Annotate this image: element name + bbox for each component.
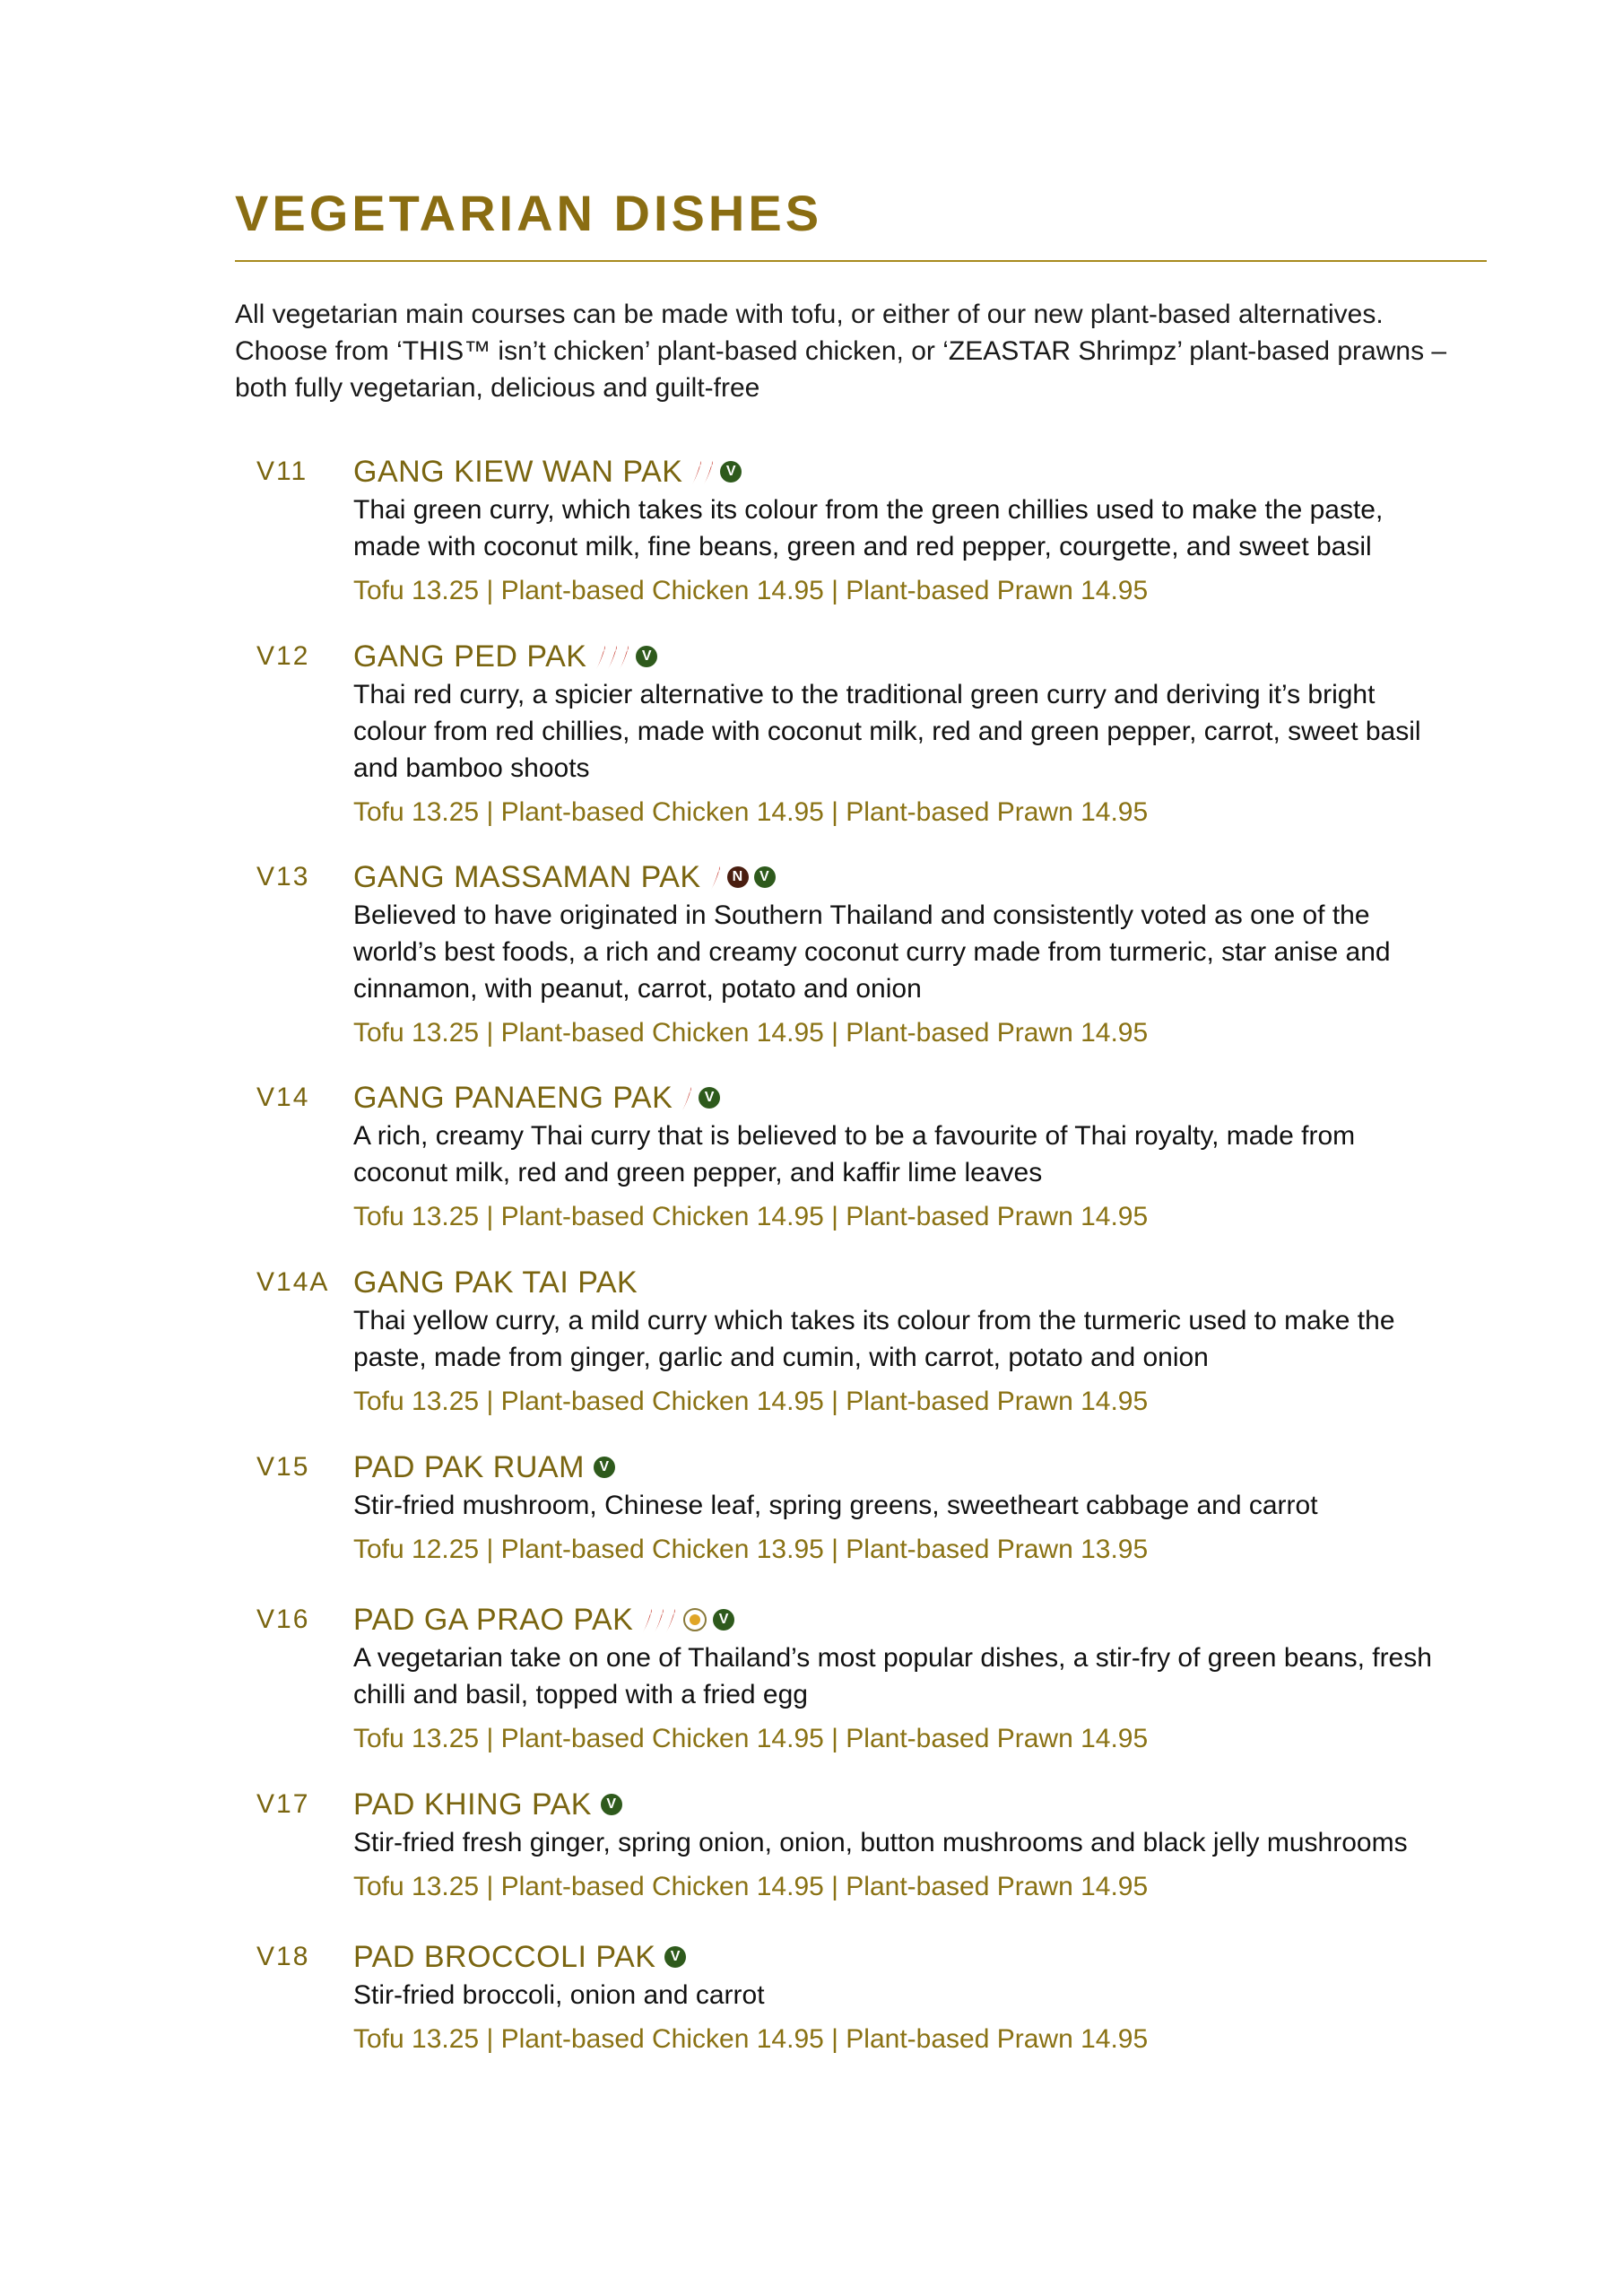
dish-code: V12 [256, 641, 310, 671]
dish-name-row [353, 1787, 1519, 1822]
dish-description-line: cinnamon, with peanut, carrot, potato and onion [353, 974, 922, 1004]
chilli-icon [642, 1608, 654, 1633]
spice-level [681, 1084, 693, 1111]
nut-icon: N [727, 866, 749, 888]
dish-code: V14 [256, 1083, 310, 1112]
spice-level [642, 1606, 677, 1633]
dish-name-row [353, 859, 1519, 895]
spice-level [691, 458, 715, 485]
dish-icons [710, 864, 776, 891]
dish-code: V15 [256, 1452, 310, 1482]
dish-description-line: coconut milk, red and green pepper, and kaffir lime leaves [353, 1158, 1043, 1187]
dish-icons [594, 1457, 615, 1478]
dish-description [353, 1824, 1519, 1861]
dish-name: PAD PAK RUAM [353, 1450, 585, 1484]
dish-price: Tofu 13.25 | Plant-based Chicken 14.95 | Plant-based Prawn 14.95 [353, 1387, 1149, 1416]
dish-price: Tofu 13.25 | Plant-based Chicken 14.95 | Plant-based Prawn 14.95 [353, 1724, 1149, 1753]
dish-price: Tofu 13.25 | Plant-based Chicken 14.95 | Plant-based Prawn 14.95 [353, 797, 1149, 827]
chilli-icon [654, 1608, 665, 1633]
dish-body [353, 639, 1519, 831]
dish-name: PAD GA PRAO PAK [353, 1603, 634, 1637]
dish-price: Tofu 13.25 | Plant-based Chicken 14.95 | Plant-based Prawn 14.95 [353, 1018, 1149, 1048]
dish-name: GANG PAK TAI PAK [353, 1265, 638, 1300]
dish-name: GANG PED PAK [353, 639, 587, 674]
dish-icons [601, 1794, 622, 1815]
dish-price: Tofu 13.25 | Plant-based Chicken 14.95 | Plant-based Prawn 14.95 [353, 576, 1149, 605]
dish-name-row [353, 454, 1519, 490]
dish-description-line: Thai yellow curry, a mild curry which takes its colour from the turmeric used to make the [353, 1306, 1395, 1335]
dish-description-line: and bamboo shoots [353, 753, 590, 783]
dish-code: V18 [256, 1942, 310, 1971]
vegetarian-icon: V [754, 866, 776, 888]
intro-line: Choose from ‘THIS™ isn’t chicken’ plant-based chicken, or ‘ZEASTAR Shrimpz’ plant-based prawns – [235, 336, 1447, 366]
dish-body [353, 1080, 1519, 1235]
dish-description [353, 1487, 1519, 1524]
dish-name-row [353, 1080, 1519, 1116]
dish-name-row [353, 1265, 1519, 1300]
dish-name-row [353, 1939, 1519, 1975]
dish-description-line: made with coconut milk, fine beans, green and red pepper, courgette, and sweet basil [353, 532, 1372, 561]
intro-line: both fully vegetarian, delicious and guilt-free [235, 373, 760, 403]
chilli-icon [681, 1086, 693, 1111]
dish-description-line: paste, made from ginger, garlic and cumin, with carrot, potato and onion [353, 1343, 1209, 1372]
dish-name-row [353, 1449, 1519, 1485]
vegetarian-icon: V [699, 1087, 720, 1109]
dish-description [353, 491, 1519, 565]
dish-description [353, 1118, 1519, 1191]
dish-icons [681, 1084, 720, 1111]
vegetarian-icon: V [720, 461, 742, 483]
dish-price: Tofu 13.25 | Plant-based Chicken 14.95 | Plant-based Prawn 14.95 [353, 1202, 1149, 1231]
dish-code: V14A [256, 1267, 330, 1297]
vegetarian-icon: V [601, 1794, 622, 1815]
dish-code: V17 [256, 1789, 310, 1819]
dish-description-line: Thai red curry, a spicier alternative to the traditional green curry and deriving it’s bright [353, 680, 1376, 709]
dish-description-line: colour from red chillies, made with coconut milk, red and green pepper, carrot, sweet basil [353, 717, 1421, 746]
page-title: VEGETARIAN DISHES [235, 185, 823, 241]
dish-price: Tofu 13.25 | Plant-based Chicken 14.95 | Plant-based Prawn 14.95 [353, 2024, 1149, 2054]
dish-description [353, 1639, 1519, 1713]
dish-description [353, 897, 1519, 1007]
chilli-icon [665, 1608, 677, 1633]
dish-price: Tofu 13.25 | Plant-based Chicken 14.95 | Plant-based Prawn 14.95 [353, 1872, 1149, 1901]
dish-body [353, 1602, 1519, 1757]
dish-icons [691, 458, 742, 485]
spice-level [710, 864, 722, 891]
dish-description-line: A vegetarian take on one of Thailand’s most popular dishes, a stir-fry of green beans, fresh [353, 1643, 1432, 1673]
dish-name: GANG KIEW WAN PAK [353, 455, 683, 489]
dish-body [353, 1787, 1519, 1905]
intro-line: All vegetarian main courses can be made with tofu, or either of our new plant-based alternatives. [235, 300, 1384, 329]
dish-body [353, 1449, 1519, 1568]
dish-name: GANG PANAENG PAK [353, 1081, 673, 1115]
chilli-icon [710, 865, 722, 891]
dish-description [353, 1302, 1519, 1376]
dish-name: GANG MASSAMAN PAK [353, 860, 701, 894]
dish-description-line: Stir-fried broccoli, onion and carrot [353, 1980, 765, 2010]
egg-icon [682, 1607, 707, 1632]
dish-name: PAD BROCCOLI PAK [353, 1940, 656, 1974]
dish-name-row [353, 1602, 1519, 1638]
dish-code: V13 [256, 862, 310, 891]
dish-body [353, 1939, 1519, 2057]
title-divider [235, 260, 1487, 262]
dish-body [353, 454, 1519, 609]
vegetarian-icon: V [713, 1609, 734, 1631]
dish-description [353, 1977, 1519, 2013]
vegetarian-icon: V [594, 1457, 615, 1478]
dish-description-line: Thai green curry, which takes its colour from the green chillies used to make the paste, [353, 495, 1384, 525]
chilli-icon [703, 460, 715, 485]
intro-paragraph [235, 296, 1508, 406]
chilli-icon [607, 645, 619, 670]
dish-code: V16 [256, 1605, 310, 1634]
vegetarian-icon: V [664, 1946, 686, 1968]
dish-body [353, 1265, 1519, 1420]
chilli-icon [619, 645, 630, 670]
dish-description-line: Believed to have originated in Southern Thailand and consistently voted as one of the [353, 900, 1370, 930]
dish-icons [642, 1606, 734, 1633]
spice-level [595, 643, 630, 670]
dish-price: Tofu 12.25 | Plant-based Chicken 13.95 | Plant-based Prawn 13.95 [353, 1535, 1149, 1564]
vegetarian-icon: V [636, 646, 657, 667]
dish-description-line: Stir-fried fresh ginger, spring onion, onion, button mushrooms and black jelly mushrooms [353, 1828, 1408, 1857]
dish-name: PAD KHING PAK [353, 1787, 592, 1822]
dish-description-line: world’s best foods, a rich and creamy coconut curry made from turmeric, star anise and [353, 937, 1391, 967]
dish-code: V11 [256, 457, 308, 486]
dish-description [353, 676, 1519, 787]
chilli-icon [595, 645, 607, 670]
dish-description-line: chilli and basil, topped with a fried egg [353, 1680, 808, 1709]
dish-description-line: A rich, creamy Thai curry that is believed to be a favourite of Thai royalty, made from [353, 1121, 1356, 1151]
dish-name-row [353, 639, 1519, 674]
dish-body [353, 859, 1519, 1051]
chilli-icon [691, 460, 703, 485]
dish-icons [595, 643, 657, 670]
dish-icons [664, 1946, 686, 1968]
dish-description-line: Stir-fried mushroom, Chinese leaf, spring greens, sweetheart cabbage and carrot [353, 1491, 1318, 1520]
